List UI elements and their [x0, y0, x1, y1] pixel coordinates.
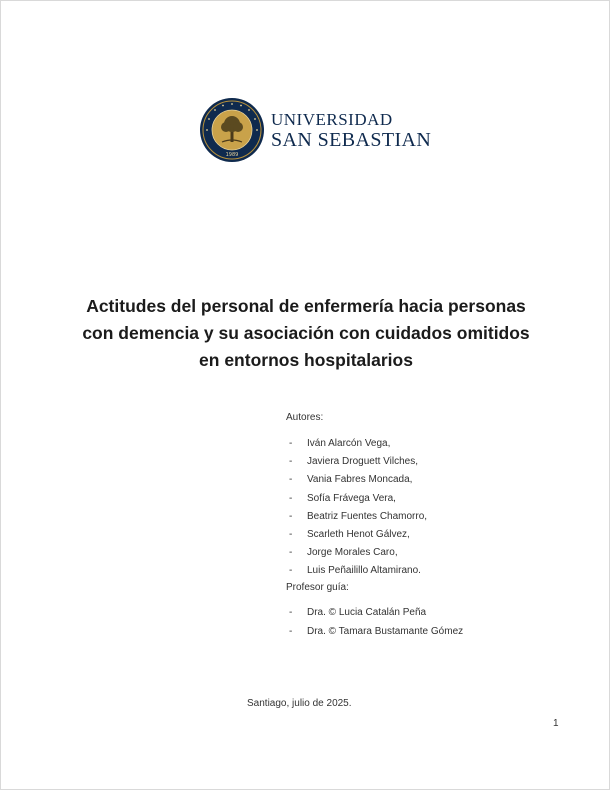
- university-logo: [199, 97, 431, 163]
- list-item: - Luis Peñailillo Altamirano.: [289, 565, 421, 577]
- list-item: - Dra. © Tamara Bustamante Gómez: [289, 625, 464, 637]
- list-item: - Scarleth Henot Gálvez,: [289, 528, 410, 540]
- page-number: 1: [553, 718, 559, 729]
- university-seal-icon: [199, 97, 265, 163]
- professors-label: Profesor guía:: [286, 582, 349, 593]
- list-item: - Javiera Droguett Vilches,: [289, 456, 418, 468]
- list-item: - Iván Alarcón Vega,: [289, 438, 391, 449]
- university-name: [271, 111, 431, 150]
- university-name-bottom: SAN SEBASTIAN: [271, 128, 432, 151]
- title-line-3: en entornos hospitalarios: [199, 350, 413, 370]
- university-name-top: UNIVERSIDAD: [271, 109, 393, 129]
- list-item: - Jorge Morales Caro,: [289, 547, 398, 559]
- place-date: Santiago, julio de 2025.: [247, 698, 352, 709]
- authors-label: Autores:: [286, 412, 324, 423]
- author-list: [289, 435, 427, 581]
- list-item: - Vania Fabres Moncada,: [289, 474, 413, 486]
- document-title: [41, 293, 571, 374]
- list-item: - Sofía Frávega Vera,: [289, 492, 396, 504]
- title-line-2: con demencia y su asociación con cuidados omitidos: [82, 323, 530, 343]
- professor-list: [289, 604, 463, 641]
- list-item: - Beatriz Fuentes Chamorro,: [289, 510, 428, 522]
- svg-text:1989: 1989: [225, 152, 239, 158]
- title-line-1: Actitudes del personal de enfermería hacia personas: [86, 296, 526, 316]
- list-item: - Dra. © Lucia Catalán Peña: [289, 607, 427, 618]
